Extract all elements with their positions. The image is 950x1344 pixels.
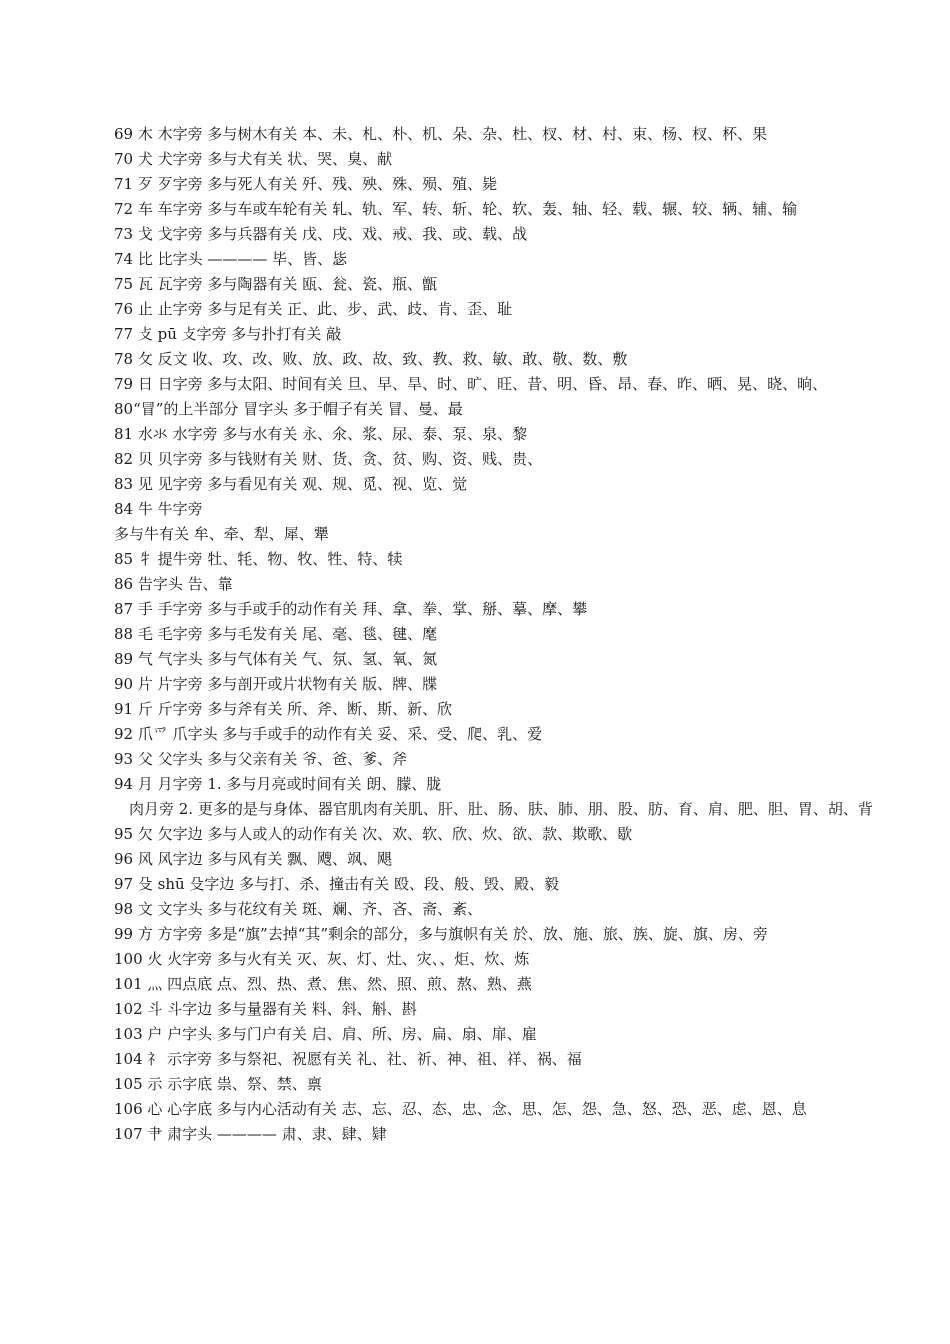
- entry-87: 87 手 手字旁 多与手或手的动作有关 拜、拿、拳、掌、掰、摹、摩、攀: [114, 600, 588, 618]
- entry-82: 82 贝 贝字旁 多与钱财有关 财、货、贪、贫、购、资、贱、贵、: [114, 450, 543, 468]
- entry-84: 84 牛 牛字旁: [114, 500, 203, 518]
- document-page: [114, 122, 874, 1147]
- entry-97: 97 殳 shū 殳字边 多与打、杀、撞击有关 殴、段、般、毁、殿、毅: [114, 875, 559, 893]
- entry-101: 101 灬 四点底 点、烈、热、煮、焦、然、照、煎、熬、熟、燕: [114, 975, 532, 993]
- entry-95: 95 欠 欠字边 多与人或人的动作有关 次、欢、软、欣、炊、欲、款、欺歌、歇: [114, 825, 633, 843]
- entry-104: 104 礻 示字旁 多与祭祀、祝愿有关 礼、社、祈、神、祖、祥、祸、福: [114, 1050, 582, 1068]
- entry-88: 88 毛 毛字旁 多与毛发有关 尾、毫、毯、毽、麾: [114, 625, 438, 643]
- entry-76: 76 止 止字旁 多与足有关 正、此、步、武、歧、肯、歪、耻: [114, 300, 513, 318]
- entry-71: 71 歹 歹字旁 多与死人有关 歼、残、殃、殊、殒、殖、毙: [114, 175, 498, 193]
- entry-78: 78 攵 反文 收、攻、改、败、放、政、故、致、教、救、敏、敢、敬、数、敷: [114, 350, 628, 368]
- entry-89: 89 气 气字头 多与气体有关 气、氛、氢、氧、氮: [114, 650, 438, 668]
- entry-106: 106 心 心字底 多与内心活动有关 志、忘、忍、态、忠、念、思、怎、怨、急、怒、恐、恶、虑、恩、息: [114, 1100, 807, 1118]
- entry-90: 90 片 片字旁 多与剖开或片状物有关 版、牌、牒: [114, 675, 438, 693]
- entry-105: 105 示 示字底 祟、祭、禁、禀: [114, 1075, 322, 1093]
- entry-83: 83 见 见字旁 多与看见有关 观、规、觅、视、览、觉: [114, 475, 468, 493]
- entry-91: 91 斤 斤字旁 多与斧有关 所、斧、断、斯、新、欣: [114, 700, 453, 718]
- entry-99: 99 方 方字旁 多是“旗”去掉“其”剩余的部分，多与旗帜有关 於、放、施、旅、族、旋、旗、房、旁: [114, 925, 768, 943]
- entry-77: 77 攴 pū 攴字旁 多与扑打有关 敲: [114, 325, 342, 343]
- entry-103: 103 户 户字头 多与门户有关 启、肩、所、房、扁、扇、扉、雇: [114, 1025, 537, 1043]
- entry-107: 107 肀 肃字头 ———— 肃、隶、肆、肄: [114, 1125, 387, 1143]
- entry-102: 102 斗 斗字边 多与量器有关 料、斜、斛、斟: [114, 1000, 417, 1018]
- entry-81: 81 水氺 水字旁 多与水有关 永、氽、浆、尿、泰、泵、泉、黎: [114, 425, 528, 443]
- entry-86: 86 告字头 告、靠: [114, 575, 233, 593]
- entry-80: 80“冒”的上半部分 冒字头 多于帽子有关 冒、曼、最: [114, 400, 463, 418]
- entry-96: 96 风 风字边 多与风有关 飘、飕、飒、飓: [114, 850, 393, 868]
- entry-69: 69 木 木字旁 多与树木有关 本、未、札、朴、机、朵、杂、杜、杈、材、村、束、杨、杈、杯、果: [114, 125, 768, 143]
- entry-98: 98 文 文字头 多与花纹有关 斑、斓、齐、吝、斋、紊、: [114, 900, 483, 918]
- entry-84-continued: 多与牛有关 牟、牵、犁、犀、犟: [114, 525, 329, 543]
- entry-92: 92 爪爫 爪字头 多与手或手的动作有关 妥、采、受、爬、乳、爱: [114, 725, 543, 743]
- entry-93: 93 父 父字头 多与父亲有关 爷、爸、爹、斧: [114, 750, 408, 768]
- entry-73: 73 戈 戈字旁 多与兵器有关 戊、戌、戏、戒、我、或、载、战: [114, 225, 528, 243]
- entry-70: 70 犬 犬字旁 多与犬有关 状、哭、臭、献: [114, 150, 393, 168]
- entry-75: 75 瓦 瓦字旁 多与陶器有关 瓯、瓮、瓷、瓶、甑: [114, 275, 438, 293]
- entry-94-continued: 肉月旁 2. 更多的是与身体、器官肌肉有关肌、肝、肚、肠、肤、肺、朋、股、肪、育、肩、肥、胆、胃、胡、背: [114, 800, 873, 818]
- entry-85: 85 牜 提牛旁 牡、牦、物、牧、牲、特、犊: [114, 550, 403, 568]
- entry-74: 74 比 比字头 ———— 毕、皆、毖: [114, 250, 348, 268]
- entry-100: 100 火 火字旁 多与火有关 灭、灰、灯、灶、灾、、炬、炊、炼: [114, 950, 530, 968]
- entry-72: 72 车 车字旁 多与车或车轮有关 轧、轨、军、转、斩、轮、软、轰、轴、轻、载、辗、较、辆、辅、输: [114, 200, 798, 218]
- entry-79: 79 日 日字旁 多与太阳、时间有关 旦、早、旱、时、旷、旺、昔、明、昏、昂、春、昨、晒、晃、晓、晌、: [114, 375, 828, 393]
- entry-94: 94 月 月字旁 1. 多与月亮或时间有关 朗、朦、胧: [114, 775, 442, 793]
